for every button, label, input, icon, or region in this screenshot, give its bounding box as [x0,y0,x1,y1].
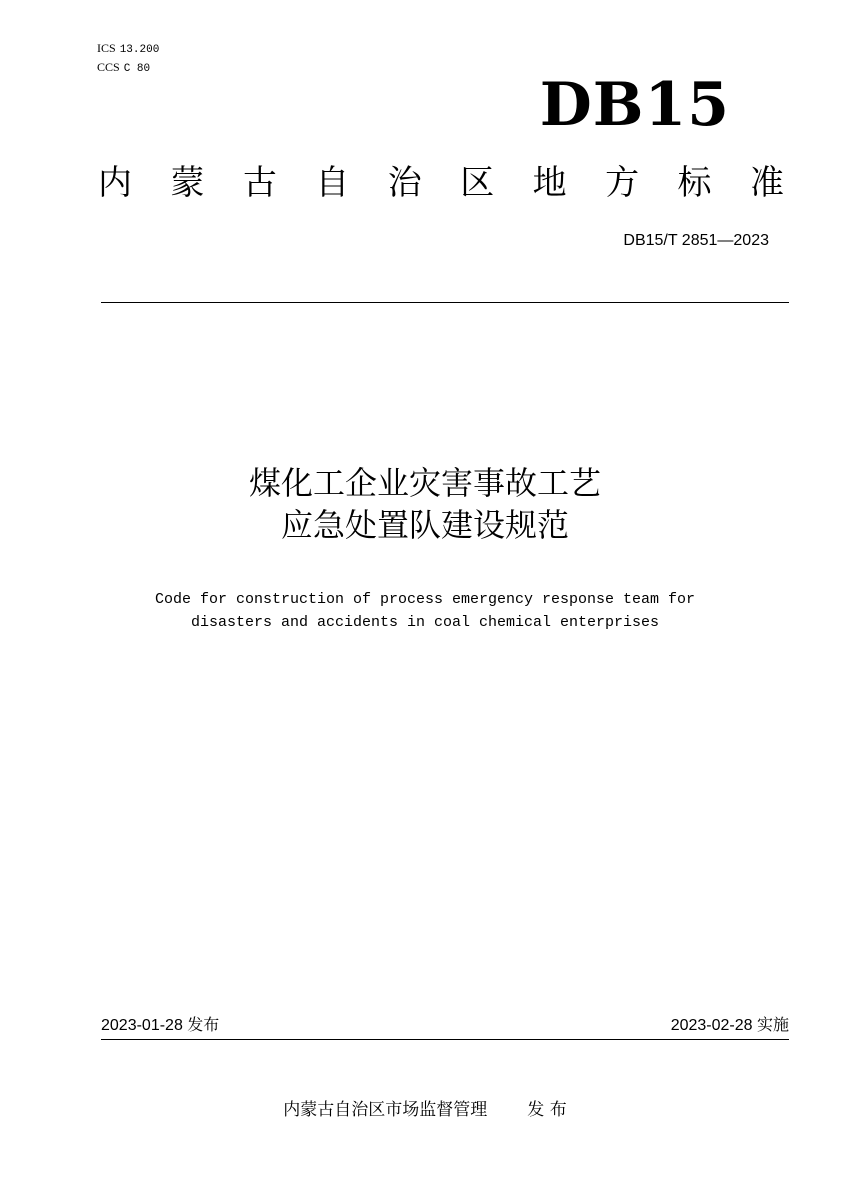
ccs-code: C 80 [123,63,151,75]
standard-number: DB15/T 2851—2023 [623,232,769,249]
ics-line [97,40,159,59]
publish-date: 2023-01-28 发布 [101,1017,220,1034]
chinese-title-line-1: 煤化工企业灾害事故工艺 [248,464,601,502]
english-title-line-1: Code for construction of process emergency response team for [154,591,696,608]
standard-type-char: 内 [98,163,132,203]
standard-type-char: 标 [677,163,712,203]
implement-date: 2023-02-28 实施 [670,1017,789,1034]
standard-type-char: 准 [749,163,784,203]
standard-type-char: 蒙 [170,163,205,203]
classification-codes [97,40,159,78]
ics-label: ICS [97,41,116,55]
standard-type-char: 治 [387,163,422,203]
db15-logo: DB15 [539,70,730,140]
issuer-line [0,1098,850,1122]
footer-divider [101,1039,789,1040]
chinese-title [0,462,850,546]
standard-type-char: 地 [532,163,567,203]
header-divider [101,302,789,303]
standard-type-heading [98,160,784,206]
ccs-label: CCS [97,60,120,74]
standard-type-char: 古 [242,163,277,203]
issuer-action: 发 布 [527,1100,567,1120]
ics-code: 13.200 [119,44,160,56]
english-title-line-2: disasters and accidents in coal chemical enterprises [190,614,660,631]
standard-type-char: 区 [460,163,495,203]
chinese-title-line-2: 应急处置队建设规范 [280,506,569,544]
ccs-line [97,59,159,78]
english-title [0,588,850,634]
standard-type-char: 方 [605,163,640,203]
issuer-org: 内蒙古自治区市场监督管理 [283,1100,488,1120]
standard-type-char: 自 [315,163,350,203]
